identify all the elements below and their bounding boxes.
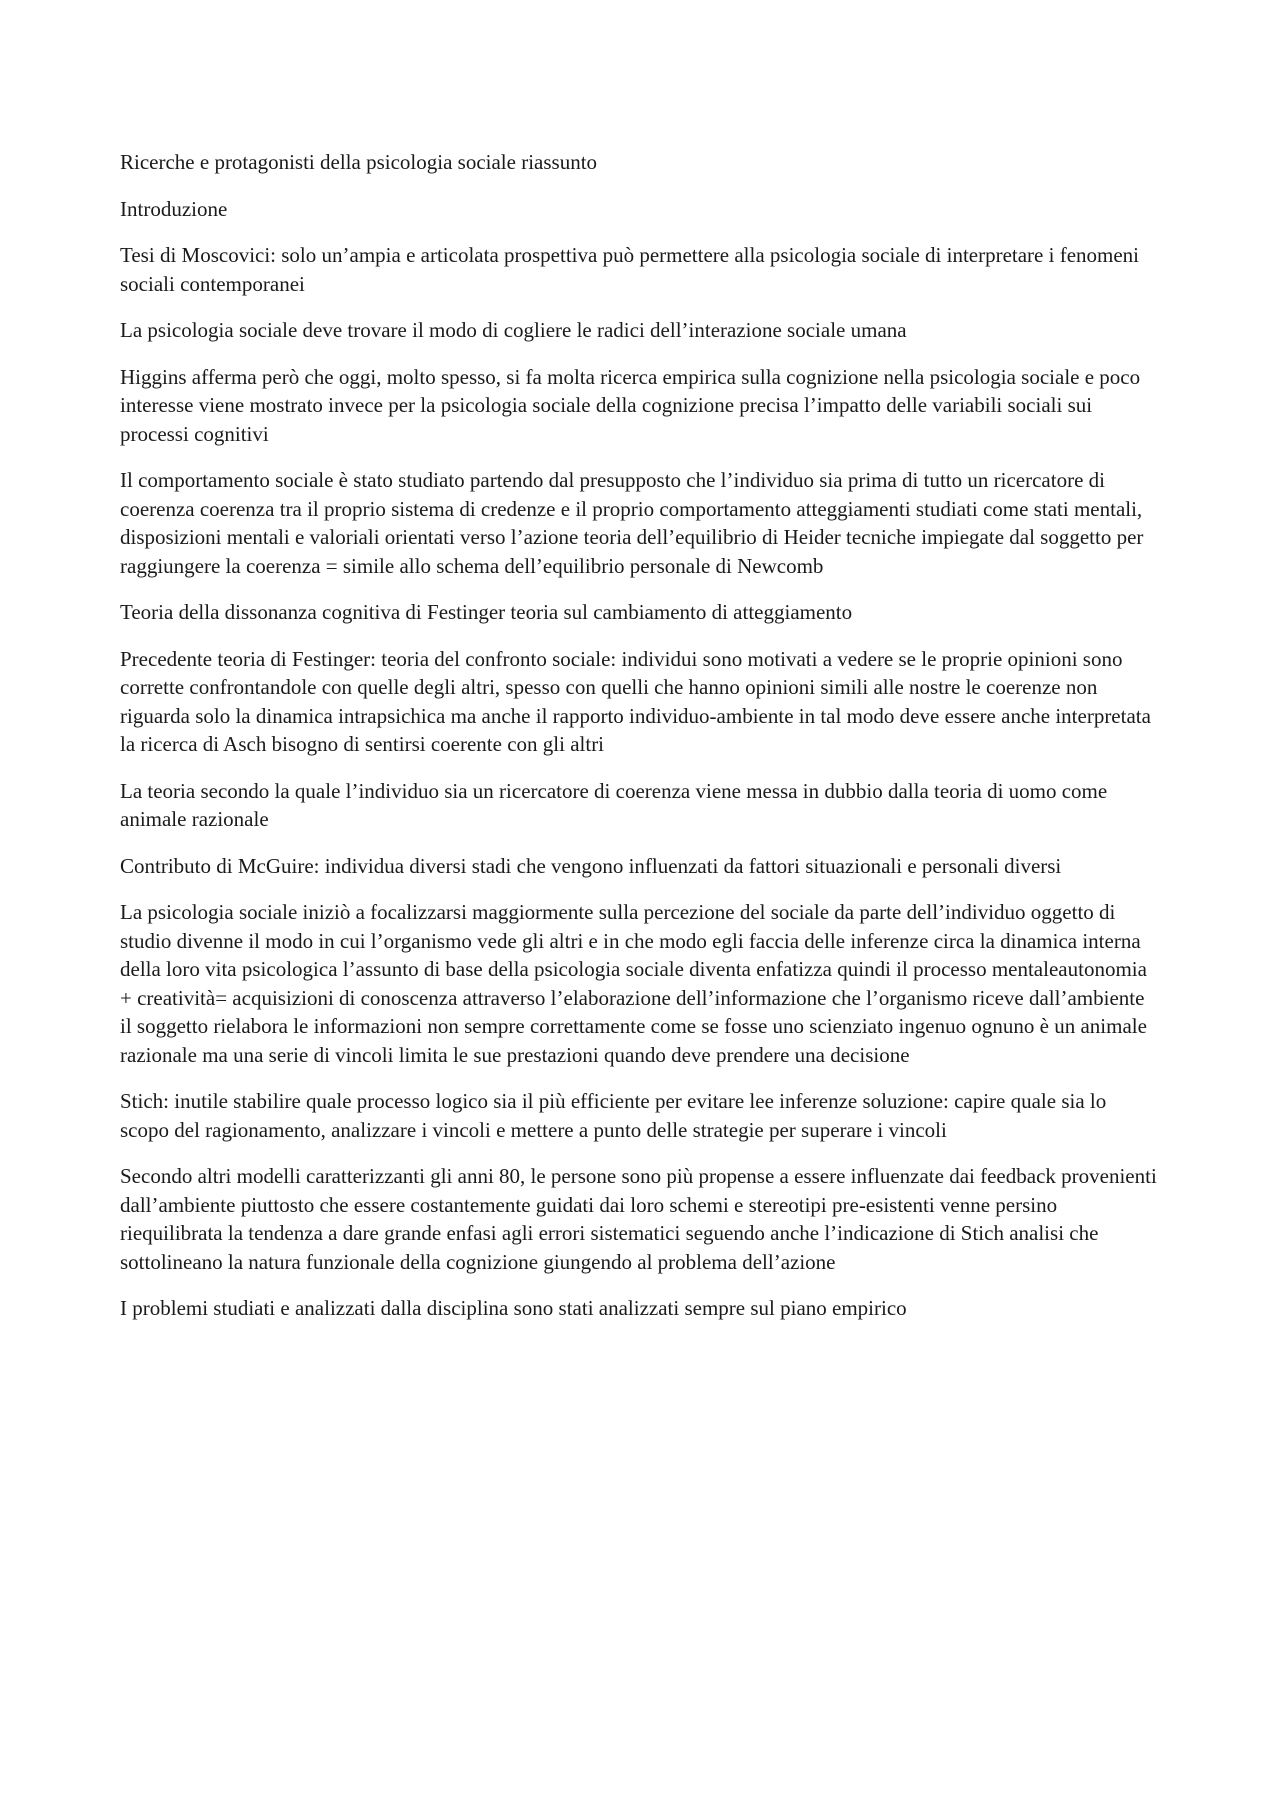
paragraph-anni-80: Secondo altri modelli caratterizzanti gli anni 80, le persone sono più propense a essere influenzate dai feedback provenienti dall’ambiente piuttosto che essere costantemente guidati dai loro schemi e stereotipi pre-esistenti venne persino riequilibrata la tendenza a dare grande enfasi agli errori sistematici seguendo anche l’indicazione di Stich analisi che sottolineano la natura funzionale della cognizione giungendo al problema dell’azione [120,1164,1157,1274]
paragraph-animale-razionale: La teoria secondo la quale l’individuo sia un ricercatore di coerenza viene messa in dubbio dalla teoria di uomo come animale razionale [120,778,1108,831]
paragraph-mcguire: Contributo di McGuire: individua diversi stadi che vengono influenzati da fattori situazionali e personali diversi [120,853,1062,878]
paragraph-piano-empirico: I problemi studiati e analizzati dalla disciplina sono stati analizzati sempre sul piano empirico [120,1296,907,1320]
paragraph-dissonanza-cognitiva: Teoria della dissonanza cognitiva di Festinger teoria sul cambiamento di atteggiamento [120,600,853,624]
paragraph-interazione-sociale: La psicologia sociale deve trovare il modo di cogliere le radici dell’interazione sociale umana [120,318,907,342]
paragraph-percezione-sociale: La psicologia sociale iniziò a focalizzarsi maggiormente sulla percezione del sociale da parte dell’individuo oggetto di studio divenne il modo in cui l’organismo vede gli altri e in che modo egli faccia delle inferenze circa la dinamica interna della loro vita psicologica l’assunto di base della psicologia sociale diventa enfatizza quindi il processo mentaleautonomia + creatività= acquisizioni di conoscenza attraverso l’elaborazione dell’informazione che l’organismo riceve dall’ambiente il soggetto rielabora le informazioni non sempre correttamente come se fosse uno scienziato ingenuo ognuno è un animale razionale ma una serie di vincoli limita le sue prestazioni quando deve prendere una decisione [120,900,1147,1067]
paragraph-higgins: Higgins afferma però che oggi, molto spesso, si fa molta ricerca empirica sulla cognizione nella psicologia sociale e poco interesse viene mostrato invece per la psicologia sociale della cognizione precisa l’impatto delle variabili sociali sui processi cognitivi [120,364,1141,446]
paragraph-moscovici: Tesi di Moscovici: solo un’ampia e articolata prospettiva può permettere alla psicologia sociale di interpretare i fenomeni sociali contemporanei [120,243,1140,296]
section-heading-introduzione: Introduzione [120,196,228,221]
paragraph-confronto-sociale: Precedente teoria di Festinger: teoria del confronto sociale: individui sono motivati a vedere se le proprie opinioni sono corrette confrontandole con quelle degli altri, spesso con quelli che hanno opinioni simili alle nostre le coerenze non riguarda solo la dinamica intrapsichica ma anche il rapporto individuo-ambiente in tal modo deve essere anche interpretata la ricerca di Asch bisogno di sentirsi coerente con gli altri [120,646,1151,756]
paragraph-comportamento-sociale: Il comportamento sociale è stato studiato partendo dal presupposto che l’individuo sia prima di tutto un ricercatore di coerenza coerenza tra il proprio sistema di credenze e il proprio comportamento atteggiamenti studiati come stati mentali, disposizioni mentali e valoriali orientati verso l’azione teoria dell’equilibrio di Heider tecniche impiegate dal soggetto per raggiungere la coerenza = simile allo schema dell’equilibrio personale di Newcomb [120,468,1144,578]
document-title: Ricerche e protagonisti della psicologia sociale riassunto [120,150,598,174]
document-body [120,148,1160,1341]
paragraph-stich: Stich: inutile stabilire quale processo logico sia il più efficiente per evitare lee inferenze soluzione: capire quale sia lo scopo del ragionamento, analizzare i vincoli e mettere a punto delle strategie per superare i vincoli [120,1089,1107,1142]
